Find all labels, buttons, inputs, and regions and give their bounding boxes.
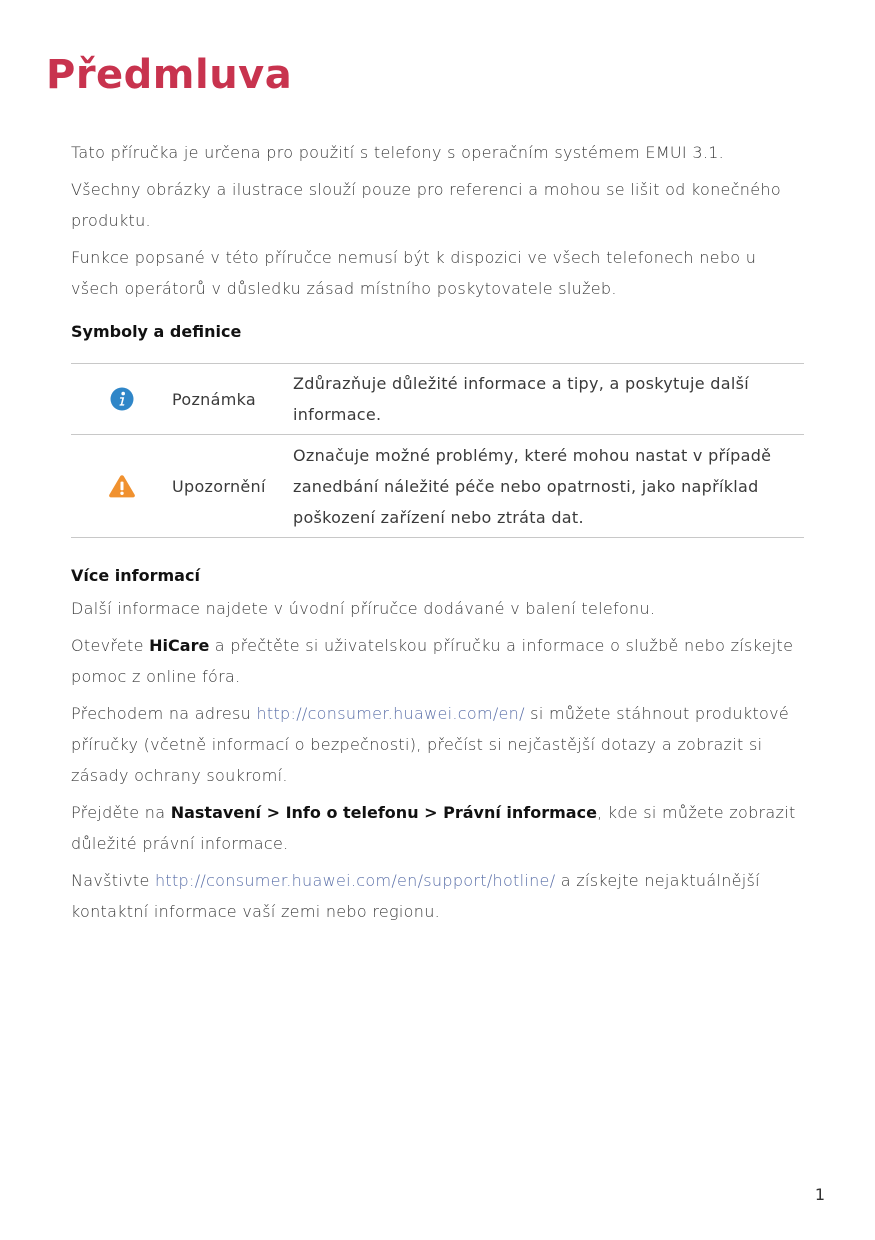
path-separator-2: >	[418, 803, 444, 822]
symbol-row-note	[71, 364, 804, 434]
hotline-link[interactable]: http://consumer.huawei.com/en/support/hotline/	[154, 871, 556, 890]
page-title: Předmluva	[46, 52, 293, 98]
note-description: Zdůrazňuje důležité informace a tipy, a poskytuje další informace.	[293, 374, 749, 424]
symbol-row-warning	[71, 434, 804, 537]
symbols-heading: Symboly a definice	[71, 322, 242, 341]
website-text-before: Přechodem na adresu	[71, 704, 257, 723]
hotline-text-after: a získejte nejaktuálnější kontaktní informace vaší zemi nebo regionu.	[71, 871, 760, 921]
consumer-website-link[interactable]: http://consumer.huawei.com/en/	[256, 704, 525, 723]
phone-info-path-item: Info o telefonu	[285, 803, 419, 822]
more-info-paragraph-hotline	[71, 865, 804, 927]
intro-paragraph-3: Funkce popsané v této příručce nemusí být k dispozici ve všech telefonech nebo u všech operátorů v důsledku zásad místního poskytovatele služeb.	[71, 248, 757, 298]
hicare-app-name: HiCare	[149, 636, 210, 655]
hotline-text-before: Navštivte	[71, 871, 155, 890]
more-info-paragraph-website	[71, 698, 804, 791]
path-separator-1: >	[261, 803, 286, 822]
more-info-paragraph-1: Další informace najdete v úvodní příručce dodávané v balení telefonu.	[71, 599, 656, 618]
settings-path-item: Nastavení	[170, 803, 262, 822]
more-info-paragraph-legal	[71, 797, 804, 859]
website-text-after: si můžete stáhnout produktové příručky (včetně informací o bezpečnosti), přečíst si nejčastější dotazy a zobrazit si zásady ochrany soukromí.	[71, 704, 790, 785]
warning-label: Upozornění	[172, 476, 266, 496]
warning-icon-cell	[71, 474, 172, 498]
intro-paragraph-2: Všechny obrázky a ilustrace slouží pouze pro referenci a mohou se lišit od konečného produktu.	[71, 180, 781, 230]
warning-icon	[108, 474, 136, 498]
more-info-paragraph-hicare	[71, 630, 804, 692]
page-number: 1	[814, 1185, 825, 1204]
hicare-text-before: Otevřete	[71, 636, 150, 655]
note-label: Poznámka	[172, 389, 256, 409]
page-content	[71, 137, 804, 933]
info-icon	[110, 387, 134, 411]
more-info-heading: Více informací	[71, 566, 200, 585]
intro-paragraph-1: Tato příručka je určena pro použití s telefony s operačním systémem EMUI 3.1.	[71, 143, 725, 162]
symbols-table	[71, 363, 804, 538]
legal-text-before: Přejděte na	[71, 803, 171, 822]
note-icon-cell	[71, 387, 172, 411]
warning-description: Označuje možné problémy, které mohou nastat v případě zanedbání náležité péče nebo opatrnosti, jako například poškození zařízení nebo ztráta dat.	[293, 445, 772, 527]
legal-text-after: , kde si můžete zobrazit důležité právní informace.	[71, 803, 796, 853]
hicare-text-after: a přečtěte si uživatelskou příručku a informace o službě nebo získejte pomoc z online fóra.	[71, 636, 794, 686]
legal-info-path-item: Právní informace	[443, 803, 597, 822]
